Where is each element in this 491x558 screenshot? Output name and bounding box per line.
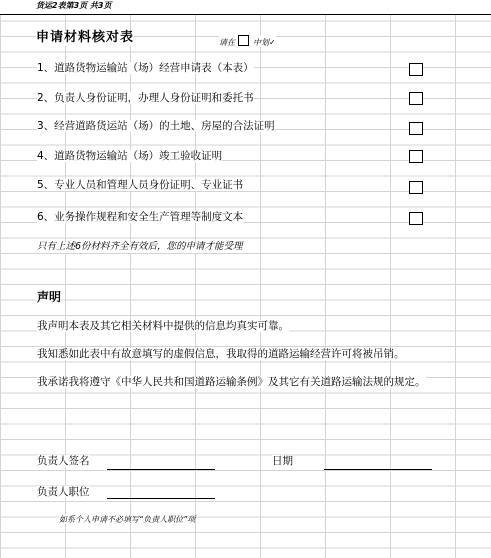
checklist-checkbox-2[interactable] <box>409 92 423 105</box>
legend-checkbox-icon <box>238 35 249 46</box>
legend-blank-label: 请在 <box>219 38 235 47</box>
requirement-note: 只有上述6份材料齐全有效后，您的申请才能受理 <box>37 241 243 252</box>
date-field[interactable] <box>324 469 432 470</box>
signer-label: 负责人签名 <box>37 455 90 467</box>
checklist-item-5: 5、专业人员和管理人员身份证明、专业证书 <box>37 179 244 191</box>
signer-field[interactable] <box>107 469 215 470</box>
checklist-item-6: 6、业务操作规程和安全生产管理等制度文本 <box>37 211 244 223</box>
page-title: 申请材料核对表 <box>36 30 135 45</box>
checklist-checkbox-4[interactable] <box>409 150 423 163</box>
declaration-title: 声明 <box>37 290 62 304</box>
date-label: 日期 <box>272 455 293 467</box>
declaration-paragraph-1: 我声明本表及其它相关材料中提供的信息均真实可靠。 <box>37 320 289 332</box>
checklist-item-3: 3、经营道路货运站（场）的土地、房屋的合法证明 <box>37 120 275 132</box>
position-label: 负责人职位 <box>37 486 90 498</box>
checklist-item-4: 4、道路货物运输站（场）竣工验收证明 <box>37 150 223 162</box>
legend-selected-label: 中划✓ <box>253 38 276 47</box>
checklist-checkbox-3[interactable] <box>409 122 423 135</box>
checklist-item-1: 1、道路货物运输站（场）经营申请表（本表） <box>37 62 254 74</box>
checklist-checkbox-6[interactable] <box>409 212 423 225</box>
position-field[interactable] <box>107 498 215 499</box>
page-indicator: 货运2表第3页 共3页 <box>36 1 112 10</box>
declaration-paragraph-3: 我承诺我将遵守《中华人民共和国道路运输条例》及其它有关道路运输法规的规定。 <box>37 376 426 388</box>
checkbox-legend <box>219 35 276 47</box>
checklist-checkbox-5[interactable] <box>409 181 423 194</box>
checklist-checkbox-1[interactable] <box>409 63 423 76</box>
footnote: 如系个人申请不必填写“负责人职位”项 <box>59 515 196 524</box>
checklist-item-2: 2、负责人身份证明，办理人身份证明和委托书 <box>37 92 254 104</box>
declaration-paragraph-2: 我知悉如此表中有故意填写的虚假信息，我取得的道路运输经营许可将被吊销。 <box>37 348 405 360</box>
